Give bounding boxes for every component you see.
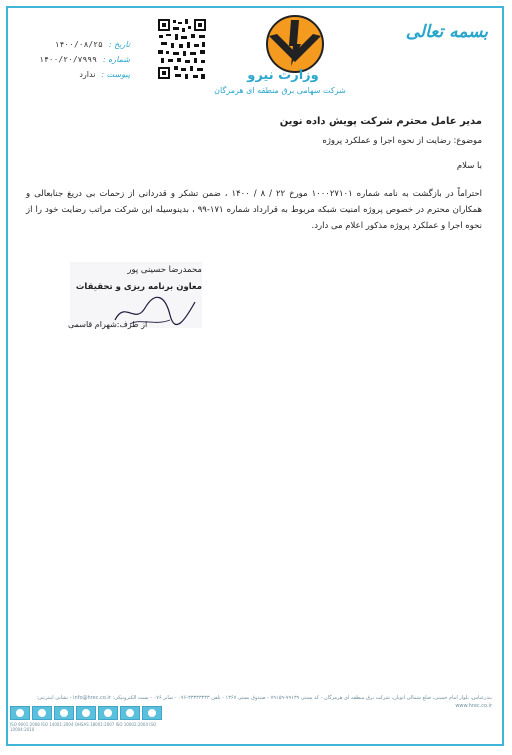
letter-meta	[30, 37, 130, 82]
cert-caption: ISO 9001:2008 ISO 14001:2004 OHSAS 18001:2007 ISO 10002:2004 ISO 10004:2010	[10, 722, 157, 732]
footer-address: بندرعباس، بلوار امام خمینی، ضلع شمالی اتوبان، شرکت برق منطقه ای هرمزگان - کد پستی ۷۹۱۳۹-۷۹۱۵۹ - صندوق پستی ۱۳۶۷ - تلفن ۳۳۳۳۳۳۳۳-۰۷۶ - نمابر ۰۷۶ - پست الکترونیکی: info@hrec.co.ir - نشانی اینترنتی: www.hrec.co.ir	[36, 695, 492, 709]
greeting: با سلام	[456, 161, 482, 171]
number-value: ۱۴۰۰/۲۰/۷۹۹۹	[39, 55, 97, 64]
certification-logos	[10, 706, 162, 720]
iso-cert-icon	[32, 706, 52, 720]
iso-cert-icon	[98, 706, 118, 720]
qr-code	[157, 18, 207, 80]
iso-cert-icon	[10, 706, 30, 720]
attachment-value: ندارد	[79, 70, 96, 79]
date-value: ۱۴۰۰/۰۸/۲۵	[54, 40, 103, 49]
signer-name: محمدرضا حسینی پور	[127, 265, 202, 275]
basmala: بسمه تعالی	[405, 22, 488, 42]
number-label: شماره :	[102, 55, 130, 64]
attachment-label: پیوست :	[101, 70, 130, 79]
iso-cert-icon	[142, 706, 162, 720]
number-row	[30, 52, 130, 67]
on-behalf-of: از طرف:شهرام قاسمی	[68, 320, 148, 329]
iso-cert-icon	[54, 706, 74, 720]
date-row	[30, 37, 130, 52]
signer-title: معاون برنامه ریزی و تحقیقات	[75, 282, 202, 292]
iso-cert-icon	[120, 706, 140, 720]
org-subtitle: شرکت سهامی برق منطقه ای هرمزگان	[214, 86, 346, 95]
letter-body: احتراماً در بازگشت به نامه شماره ۱۰۰۰۲۷۱۰۱ مورخ ۲۲ / ۸ / ۱۴۰۰ ، ضمن تشکر و قدردانی از زحمات بی دریغ جنابعالی و همکاران محترم در خصوص پروژه امنیت شبکه مربوط به قرارداد شماره ۱۷۱-۹۹ ، بدینوسیله این شرکت مراتب رضایت خود را از نحوه اجرا و عملکرد پروژه مذکور اعلام می دارد.	[26, 189, 482, 231]
subject: موضوع: رضایت از نحوه اجرا و عملکرد پروژه	[322, 136, 482, 146]
attachment-row	[30, 67, 130, 82]
iso-cert-icon	[76, 706, 96, 720]
org-name: وزارت نیرو	[247, 68, 319, 83]
date-label: تاریخ :	[108, 40, 130, 49]
addressee: مدیر عامل محترم شرکت پویش داده نوین	[279, 116, 482, 127]
